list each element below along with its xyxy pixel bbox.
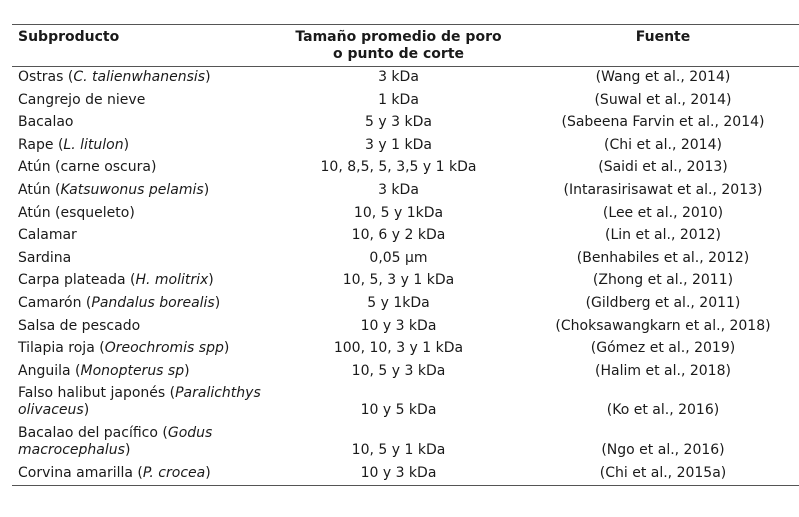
cell-subproduct (12, 180, 272, 203)
species-name: Katsuwonus pelamis (60, 181, 204, 198)
table-container (12, 24, 775, 486)
table-row (12, 225, 799, 248)
species-name: Monopterus sp (80, 362, 185, 379)
table-row (12, 338, 799, 361)
cell-source: (Sabeena Farvin et al., 2014) (561, 114, 765, 131)
cell-pore-size: 10, 8,5, 5, 3,5 y 1 kDa (320, 159, 477, 176)
subproduct-name-suffix: ) (184, 362, 190, 379)
subproduct-name: Camarón ( (18, 294, 92, 311)
cell-pore-size: 3 kDa (378, 181, 419, 198)
subproduct-name: Atún ( (18, 181, 61, 198)
species-name: Paralichthys olivaceus (18, 385, 261, 419)
table-row (12, 157, 799, 180)
subproduct-name: Salsa de pescado (18, 317, 141, 334)
cell-pore-size: 10, 5 y 1kDa (353, 204, 444, 221)
cell-source: (Choksawangkarn et al., 2018) (555, 317, 771, 334)
cell-pore-size: 3 y 1 kDa (365, 136, 432, 153)
subproduct-name: Sardina (18, 249, 72, 266)
cell-subproduct (12, 225, 272, 248)
subproduct-name-suffix: ) (208, 272, 214, 289)
cell-subproduct (12, 135, 272, 158)
subproduct-table (12, 24, 799, 486)
cell-source: (Chi et al., 2015a) (599, 464, 727, 481)
cell-subproduct (12, 248, 272, 271)
cell-pore-size: 3 kDa (378, 69, 419, 85)
header-row (12, 25, 799, 67)
table-body (12, 67, 799, 486)
cell-subproduct (12, 316, 272, 339)
cell-source: (Lee et al., 2010) (602, 204, 724, 221)
cell-pore-size: 10, 5, 3 y 1 kDa (342, 272, 455, 289)
header-subproduct: Subproducto (18, 29, 120, 45)
header-pore-size (272, 25, 525, 67)
cell-source: (Ngo et al., 2016) (601, 441, 725, 458)
cell-subproduct (12, 293, 272, 316)
cell-subproduct (12, 112, 272, 135)
cell-source: (Intarasirisawat et al., 2013) (563, 181, 763, 198)
subproduct-name: Falso halibut japonés ( (18, 385, 176, 402)
cell-subproduct (12, 270, 272, 293)
subproduct-name: Carpa plateada ( (18, 272, 136, 289)
table-row (12, 316, 799, 339)
species-name: Oreochromis spp (104, 340, 224, 357)
cell-pore-size: 100, 10, 3 y 1 kDa (333, 340, 464, 357)
subproduct-name: Rape ( (18, 136, 64, 153)
cell-source: (Lin et al., 2012) (605, 227, 721, 244)
cell-source: (Suwal et al., 2014) (594, 91, 732, 108)
cell-source: (Saidi et al., 2013) (598, 159, 728, 176)
table-row (12, 270, 799, 293)
cell-pore-size: 10 y 3 kDa (360, 464, 437, 481)
table-row (12, 67, 799, 90)
species-name: Godus macrocephalus (18, 424, 213, 458)
table-row (12, 248, 799, 271)
subproduct-name: Bacalao del pacífico ( (18, 424, 168, 441)
subproduct-name: Atún (carne oscura) (18, 159, 157, 176)
subproduct-name: Calamar (18, 227, 77, 244)
cell-pore-size: 1 kDa (378, 91, 419, 108)
cell-subproduct (12, 338, 272, 361)
subproduct-name: Tilapia roja ( (18, 340, 105, 357)
cell-pore-size: 10, 5 y 1 kDa (351, 441, 446, 458)
cell-subproduct (12, 203, 272, 226)
cell-pore-size: 10, 6 y 2 kDa (351, 227, 446, 244)
cell-subproduct (12, 361, 272, 384)
cell-pore-size: 0,05 µm (369, 249, 428, 266)
cell-pore-size: 10, 5 y 3 kDa (351, 362, 446, 379)
table-row (12, 180, 799, 203)
cell-pore-size: 5 y 1kDa (367, 294, 430, 311)
species-name: Pandalus borealis (91, 294, 215, 311)
cell-subproduct (12, 463, 272, 486)
table-header (12, 25, 799, 67)
table-row (12, 463, 799, 486)
table-row (12, 383, 799, 423)
species-name: L. litulon (63, 136, 124, 153)
subproduct-name: Atún (esqueleto) (18, 204, 135, 221)
table-row (12, 112, 799, 135)
subproduct-name: Cangrejo de nieve (18, 91, 146, 108)
cell-source: (Ko et al., 2016) (606, 402, 720, 419)
species-name: C. talienwhanensis (73, 69, 206, 85)
table-row (12, 293, 799, 316)
subproduct-name-suffix: ) (83, 402, 90, 419)
subproduct-name: Bacalao (18, 114, 74, 131)
header-pore-line1: Tamaño promedio de poro (295, 29, 502, 45)
cell-pore-size: 10 y 3 kDa (360, 317, 437, 334)
cell-subproduct (12, 383, 272, 423)
cell-source: (Benhabiles et al., 2012) (576, 249, 750, 266)
table-row (12, 90, 799, 113)
header-source: Fuente (635, 29, 691, 45)
cell-source: (Gildberg et al., 2011) (585, 294, 741, 311)
cell-subproduct (12, 67, 272, 90)
subproduct-name: Anguila ( (18, 362, 81, 379)
species-name: P. crocea (142, 464, 206, 481)
table-row (12, 203, 799, 226)
subproduct-name-suffix: ) (205, 69, 211, 85)
subproduct-name-suffix: ) (203, 181, 210, 198)
cell-source: (Wang et al., 2014) (595, 69, 731, 85)
cell-source: (Zhong et al., 2011) (592, 272, 734, 289)
subproduct-name-suffix: ) (205, 464, 211, 481)
cell-subproduct (12, 423, 272, 463)
table-row (12, 423, 799, 463)
cell-subproduct (12, 90, 272, 113)
subproduct-name-suffix: ) (123, 136, 130, 153)
header-pore-line2: o punto de corte (332, 46, 465, 62)
cell-pore-size: 10 y 5 kDa (360, 402, 437, 419)
cell-source: (Halim et al., 2018) (595, 362, 731, 379)
cell-subproduct (12, 157, 272, 180)
species-name: H. molitrix (135, 272, 209, 289)
cell-source: (Chi et al., 2014) (604, 136, 722, 153)
table-row (12, 135, 799, 158)
subproduct-name-suffix: ) (223, 340, 230, 357)
subproduct-name-suffix: ) (124, 441, 131, 458)
cell-source: (Gómez et al., 2019) (590, 340, 736, 357)
subproduct-name: Corvina amarilla ( (18, 464, 143, 481)
cell-pore-size: 5 y 3 kDa (365, 114, 432, 131)
table-row (12, 361, 799, 384)
subproduct-name-suffix: ) (214, 294, 221, 311)
subproduct-name: Ostras ( (18, 69, 74, 85)
